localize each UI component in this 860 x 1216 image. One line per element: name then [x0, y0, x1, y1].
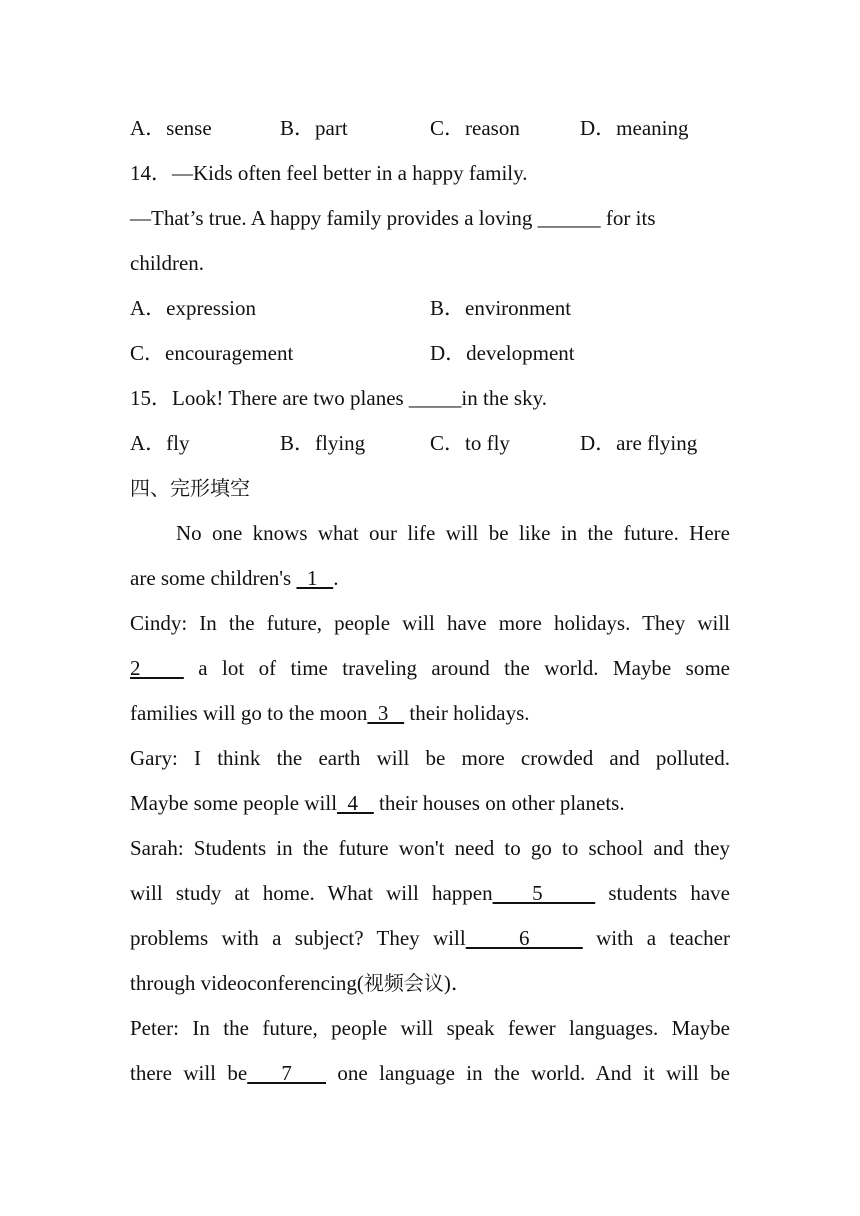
q13-option-c: C．reason [430, 116, 520, 140]
passage-text: Maybe some people will [130, 791, 338, 815]
passage-text: their holidays. [404, 701, 530, 725]
passage-sarah-2 [130, 879, 730, 907]
passage-text: their houses on other planets. [373, 791, 625, 815]
passage-text: there will be [130, 1061, 248, 1085]
passage-text: are some children's [130, 566, 297, 590]
passage-text: families will go to the moon [130, 701, 368, 725]
q14-line3: children. [130, 251, 205, 275]
blank-3: 3 [367, 701, 405, 725]
q15-option-b: B．flying [280, 431, 366, 455]
passage-gary-1: Gary: I think the earth will be more crowded and polluted. [130, 746, 730, 770]
passage-sarah-4 [130, 969, 730, 997]
q14-stem: 14．—Kids often feel better in a happy family. [130, 161, 528, 185]
passage-gary-2 [130, 789, 730, 817]
passage-text: a lot of time traveling around the world. Maybe some [183, 656, 730, 680]
passage-text: will study at home. What will happen [130, 881, 493, 905]
passage-text: one language in the world. And it will be [326, 1061, 730, 1085]
q15-option-c: C．to fly [430, 431, 510, 455]
q15-option-a: A．fly [130, 431, 190, 455]
passage-line-1: No one knows what our life will be like in the future. Here [176, 521, 730, 545]
passage-line-2 [130, 564, 730, 592]
q14-option-c: C．encouragement [130, 341, 294, 365]
passage-cindy-1: Cindy: In the future, people will have more holidays. They will [130, 611, 730, 635]
blank-5: 5 [492, 881, 596, 905]
q14-option-d: D．development [430, 341, 575, 365]
blank-6: 6 [465, 926, 583, 950]
passage-text: with a teacher [582, 926, 730, 950]
passage-text: through videoconferencing( [130, 971, 364, 995]
passage-text: problems with a subject? They will [130, 926, 466, 950]
passage-sarah-1: Sarah: Students in the future won't need to go to school and they [130, 836, 730, 860]
q14-line2: —That’s true. A happy family provides a loving ______ for its [130, 206, 656, 230]
q14-option-a: A．expression [130, 296, 256, 320]
passage-peter-1: Peter: In the future, people will speak fewer languages. Maybe [130, 1016, 730, 1040]
passage-peter-2 [130, 1059, 730, 1087]
blank-7: 7 [247, 1061, 327, 1085]
passage-chinese-gloss: 视频会议 [363, 971, 444, 995]
passage-sarah-3 [130, 924, 730, 952]
blank-2: 2 [130, 656, 184, 680]
blank-1: 1 [296, 566, 334, 590]
section-heading: 四、完形填空 [130, 476, 250, 500]
q15-stem: 15．Look! There are two planes _____in the sky. [130, 386, 547, 410]
passage-text: students have [595, 881, 730, 905]
blank-4: 4 [337, 791, 374, 815]
q14-option-b: B．environment [430, 296, 572, 320]
passage-text: )． [443, 971, 472, 995]
passage-cindy-2 [130, 654, 730, 682]
q13-option-d: D．meaning [580, 116, 689, 140]
passage-text: . [333, 566, 339, 590]
q15-option-d: D．are flying [580, 431, 698, 455]
passage-cindy-3 [130, 699, 730, 727]
q13-option-b: B．part [280, 116, 348, 140]
q13-option-a: A．sense [130, 116, 212, 140]
